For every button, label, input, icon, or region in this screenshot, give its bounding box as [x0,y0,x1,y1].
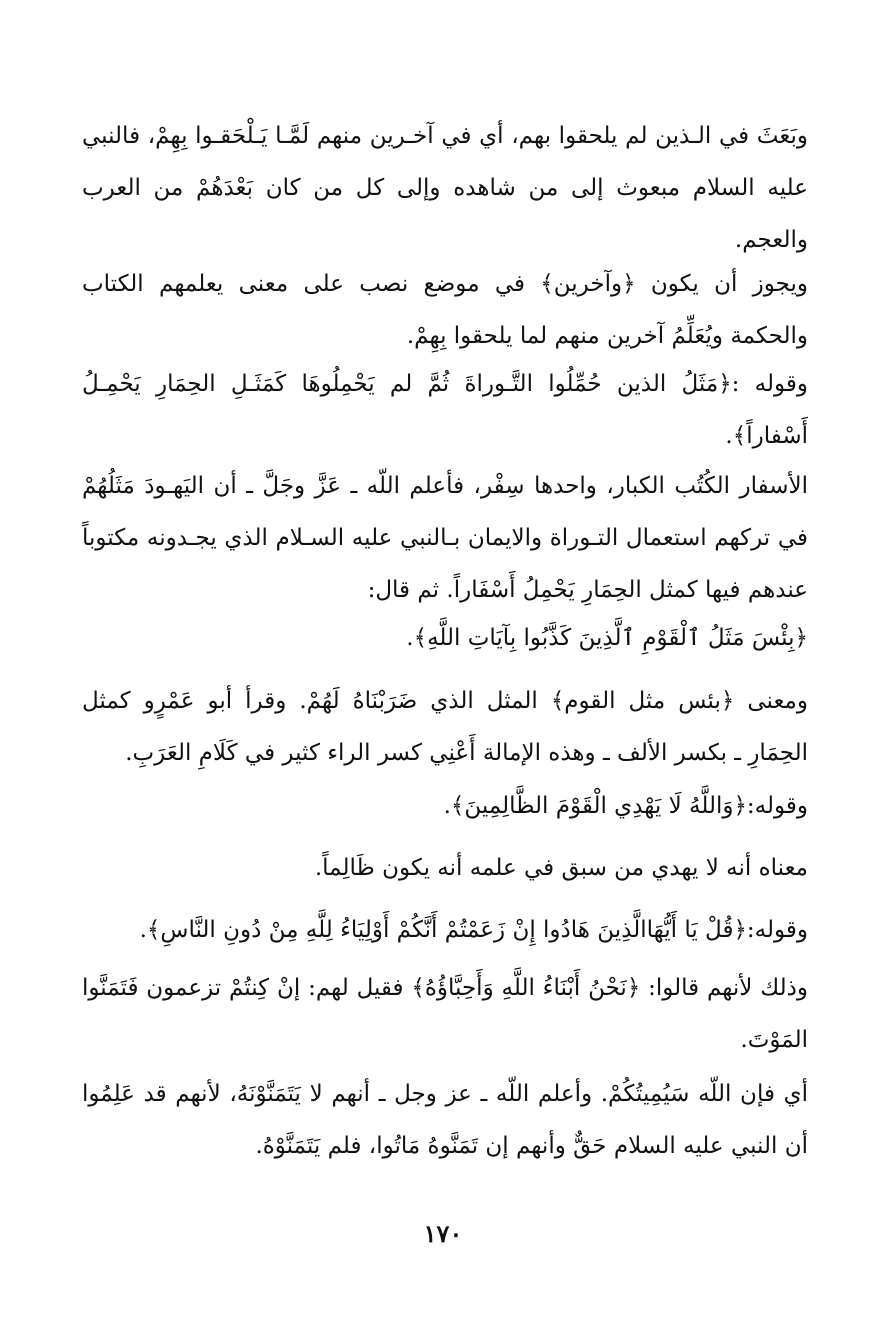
paragraph-9-quran-verse: وقوله:﴿قُلْ يَا أَيُّهَاالَّذِينَ هَادُوا إِنْ زَعَمْتُمْ أَنَّكُمْ أَوْلِيَاءُ لِلَّهِ مِنْ دُونِ النَّاسِ﴾. [139,917,808,943]
paragraph-11: أي فإن اللّه سَيُمِيتُكُمْ. وأعلم اللّه ـ عز وجل ـ أنهم لا يَتَمَنَّوْنَهُ، لأنهم قد عَلِمُوا أن النبي عليه السلام حَقٌّ وأنهم إن تَمَنَّوهُ مَاتُوا، فلم يَتَمَنَّوْهُ. [82,1081,808,1159]
paragraph-3: وقوله :﴿مَثَلُ الذين حُمِّلُوا التَّـوراةَ ثُمَّ لم يَحْمِلُوهَا كَمَثَـلِ الحِمَارِ يَحْمِـلُ أَسْفاراً﴾. [82,371,808,449]
paragraph-7-quran-verse: وقوله:﴿وَاللَّهُ لَا يَهْدِي الْقَوْمَ الظَّالِمِينَ﴾. [443,793,808,819]
paragraph-2: ويجوز أن يكون ﴿وآخرين﴾ في موضع نصب على معنى يعلمهم الكتاب والحكمة ويُعَلِّمُ آخرين منهم لما يلحقوا بِهِمْ. [82,271,808,349]
paragraph-6: ومعنى ﴿بئس مثل القوم﴾ المثل الذي ضَرَبْنَاهُ لَهُمْ. وقرأ أبو عَمْرٍو كمثل الحِمَارِ ـ بكسر الألف ـ وهذه الإمالة أَعْنِي كسر الراء كثير في كَلَامِ العَرَبِ. [82,688,808,766]
paragraph-1: وبَعَثَ في الـذين لم يلحقوا بهم، أي في آخـرين منهم لَمَّـا يَـلْحَقـوا بِهِمْ، فالنبي عليه السلام مبعوث إلى من شاهده وإلى كل من كان بَعْدَهُمْ من العرب والعجم. [82,123,808,253]
paragraph-8: معناه أنه لا يهدي من سبق في علمه أنه يكون ظَالِماً. [314,855,808,881]
paragraph-10: وذلك لأنهم قالوا: ﴿نَحْنُ أَبْنَاءُ اللَّهِ وَأَحِبَّاؤُهُ﴾ فقيل لهم: إنْ كِنتُمْ تزعمون فَتَمَنَّوا المَوْتَ. [82,975,808,1053]
paragraph-4: الأسفار الكُتُب الكبار، واحدها سِفْر، فأعلم اللّه ـ عَزَّ وجَلَّ ـ أن اليَهـودَ مَثَلُهُمْ في تركهم استعمال التـوراة والايمان بـالنبي عليه السـلام الذي يجـدونه مكتوباً عندهم فيها كمثل الحِمَارِ يَحْمِلُ أَسْفَاراً. ثم قال: [82,473,808,603]
page-number: ١٧٠ [423,1219,463,1248]
paragraph-5-quran-verse: ﴿بِئْسَ مَثَلُ ٱلْقَوْمِ ٱلَّذِينَ كَذَّبُوا بِآيَاتِ اللَّهِ﴾. [406,625,808,651]
